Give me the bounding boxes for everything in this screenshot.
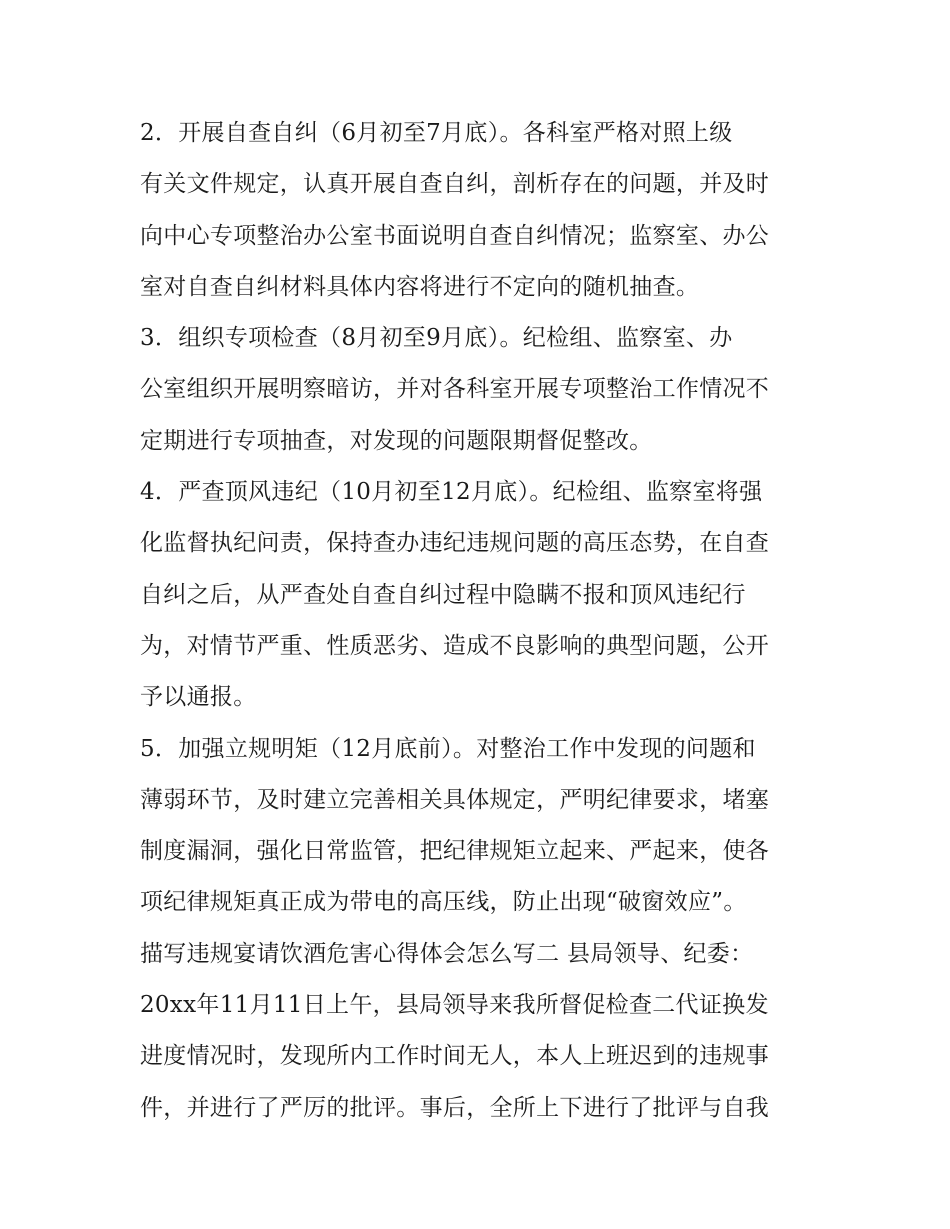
text-line-16: 项纪律规矩真正成为带电的高压线，防止出现“破窗效应”。: [140, 889, 747, 916]
text-line-5: 3．组织专项检查（8月初至9月底）。纪检组、监察室、办: [140, 325, 733, 352]
text-line-12: 予以通报。: [140, 684, 257, 711]
text-line-4: 室对自查自纠材料具体内容将进行不定向的随机抽查。: [140, 273, 700, 300]
text-line-1: 2．开展自查自纠（6月初至7月底）。各科室严格对照上级: [140, 120, 733, 146]
body-text: [140, 108, 820, 1134]
text-line-15: 制度漏洞，强化日常监管，把纪律规矩立起来、严起来，使各: [140, 838, 770, 865]
text-line-10: 自纠之后，从严查处自查自纠过程中隐瞒不报和顶风违纪行: [140, 581, 746, 608]
text-line-20: 件，并进行了严厉的批评。事后，全所上下进行了批评与自我: [140, 1094, 770, 1121]
text-line-9: 化监督执纪问责，保持查办违纪违规问题的高压态势，在自查: [140, 530, 770, 557]
text-line-7: 定期进行专项抽查，对发现的问题限期督促整改。: [140, 427, 653, 454]
text-line-19: 进度情况时，发现所内工作时间无人，本人上班迟到的违规事: [140, 1043, 770, 1070]
text-line-11: 为，对情节严重、性质恶劣、造成不良影响的典型问题，公开: [140, 632, 770, 659]
text-line-13: 5．加强立规明矩（12月底前）。对整治工作中发现的问题和: [140, 735, 756, 762]
text-line-14: 薄弱环节，及时建立完善相关具体规定，严明纪律要求，堵塞: [140, 786, 770, 813]
text-line-8: 4．严查顶风违纪（10月初至12月底）。纪检组、监察室将强: [140, 479, 763, 506]
text-line-3: 向中心专项整治办公室书面说明自查自纠情况；监察室、办公: [140, 222, 770, 249]
text-line-17: 描写违规宴请饮酒危害心得体会怎么写二 县局领导、纪委：: [140, 940, 754, 967]
text-line-18: 20xx年11月11日上午，县局领导来我所督促检查二代证换发: [140, 992, 769, 1019]
text-line-6: 公室组织开展明察暗访，并对各科室开展专项整治工作情况不: [140, 376, 770, 403]
text-line-2: 有关文件规定，认真开展自查自纠，剖析存在的问题，并及时: [140, 171, 770, 198]
